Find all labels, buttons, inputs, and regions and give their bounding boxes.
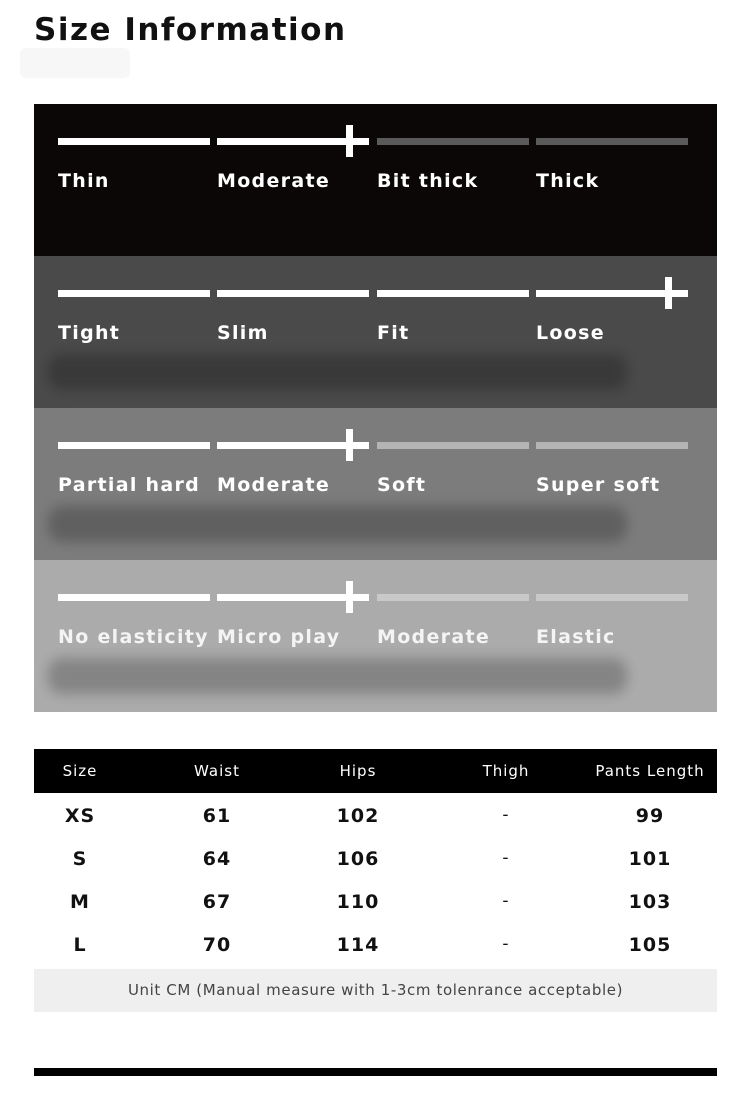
row-shadow-decoration bbox=[48, 658, 627, 694]
rating-label-2: Moderate bbox=[217, 474, 331, 496]
row-shadow-decoration bbox=[48, 354, 627, 390]
rating-row-softness bbox=[34, 408, 717, 560]
rating-label-1: Thin bbox=[58, 170, 110, 192]
table-row bbox=[34, 836, 717, 879]
rating-label-3: Bit thick bbox=[377, 170, 479, 192]
cell-size: XS bbox=[64, 805, 96, 827]
scale-segment-3 bbox=[377, 594, 529, 601]
bottom-divider bbox=[34, 1068, 717, 1076]
page-title: Size Information bbox=[34, 12, 347, 48]
cell-thigh: - bbox=[502, 934, 510, 954]
scale-segment-1 bbox=[58, 442, 210, 449]
header-hips: Hips bbox=[339, 762, 377, 780]
scale-segment-3 bbox=[377, 442, 529, 449]
cell-pants-length: 99 bbox=[635, 805, 665, 827]
scale-segment-1 bbox=[58, 290, 210, 297]
rating-row-elasticity bbox=[34, 560, 717, 712]
cell-size: M bbox=[70, 891, 90, 913]
scale-segment-1 bbox=[58, 138, 210, 145]
header-size: Size bbox=[62, 762, 98, 780]
selected-marker bbox=[346, 581, 353, 613]
cell-size: L bbox=[73, 934, 87, 956]
header-thigh: Thigh bbox=[482, 762, 530, 780]
unit-note: Unit CM (Manual measure with 1-3cm tolenrance acceptable) bbox=[34, 969, 717, 1012]
rating-row-fit bbox=[34, 256, 717, 408]
rating-label-4: Thick bbox=[536, 170, 600, 192]
size-table bbox=[34, 749, 717, 1012]
cell-hips: 102 bbox=[336, 805, 380, 827]
table-row bbox=[34, 793, 717, 836]
cell-thigh: - bbox=[502, 805, 510, 825]
scale-segment-1 bbox=[58, 594, 210, 601]
selected-marker bbox=[346, 125, 353, 157]
rating-label-4: Elastic bbox=[536, 626, 616, 648]
cell-thigh: - bbox=[502, 891, 510, 911]
scale-segment-3 bbox=[377, 290, 529, 297]
rating-label-3: Fit bbox=[377, 322, 410, 344]
title-shadow-decoration bbox=[20, 48, 130, 78]
cell-pants-length: 103 bbox=[628, 891, 672, 913]
header-pants-length: Pants Length bbox=[595, 762, 705, 780]
cell-size: S bbox=[72, 848, 88, 870]
rating-label-2: Slim bbox=[217, 322, 269, 344]
rating-label-3: Moderate bbox=[377, 626, 491, 648]
cell-hips: 106 bbox=[336, 848, 380, 870]
scale-segment-4 bbox=[536, 138, 688, 145]
fabric-rating-panel bbox=[34, 104, 717, 712]
rating-label-2: Moderate bbox=[217, 170, 331, 192]
cell-pants-length: 105 bbox=[628, 934, 672, 956]
rating-label-4: Loose bbox=[536, 322, 605, 344]
selected-marker bbox=[346, 429, 353, 461]
header-waist: Waist bbox=[194, 762, 240, 780]
rating-row-thickness bbox=[34, 104, 717, 256]
size-table-header bbox=[34, 749, 717, 793]
cell-waist: 70 bbox=[202, 934, 232, 956]
row-shadow-decoration bbox=[48, 506, 627, 542]
rating-label-1: No elasticity bbox=[58, 626, 209, 648]
scale-segment-2 bbox=[217, 290, 369, 297]
cell-waist: 61 bbox=[202, 805, 232, 827]
cell-hips: 110 bbox=[336, 891, 380, 913]
cell-pants-length: 101 bbox=[628, 848, 672, 870]
cell-thigh: - bbox=[502, 848, 510, 868]
selected-marker bbox=[665, 277, 672, 309]
rating-label-1: Tight bbox=[58, 322, 121, 344]
scale-segment-4 bbox=[536, 442, 688, 449]
cell-waist: 67 bbox=[202, 891, 232, 913]
table-row bbox=[34, 922, 717, 965]
rating-label-4: Super soft bbox=[536, 474, 661, 496]
rating-label-3: Soft bbox=[377, 474, 427, 496]
rating-label-2: Micro play bbox=[217, 626, 341, 648]
cell-waist: 64 bbox=[202, 848, 232, 870]
table-row bbox=[34, 879, 717, 922]
scale-segment-4 bbox=[536, 594, 688, 601]
rating-label-1: Partial hard bbox=[58, 474, 201, 496]
cell-hips: 114 bbox=[336, 934, 380, 956]
scale-segment-3 bbox=[377, 138, 529, 145]
